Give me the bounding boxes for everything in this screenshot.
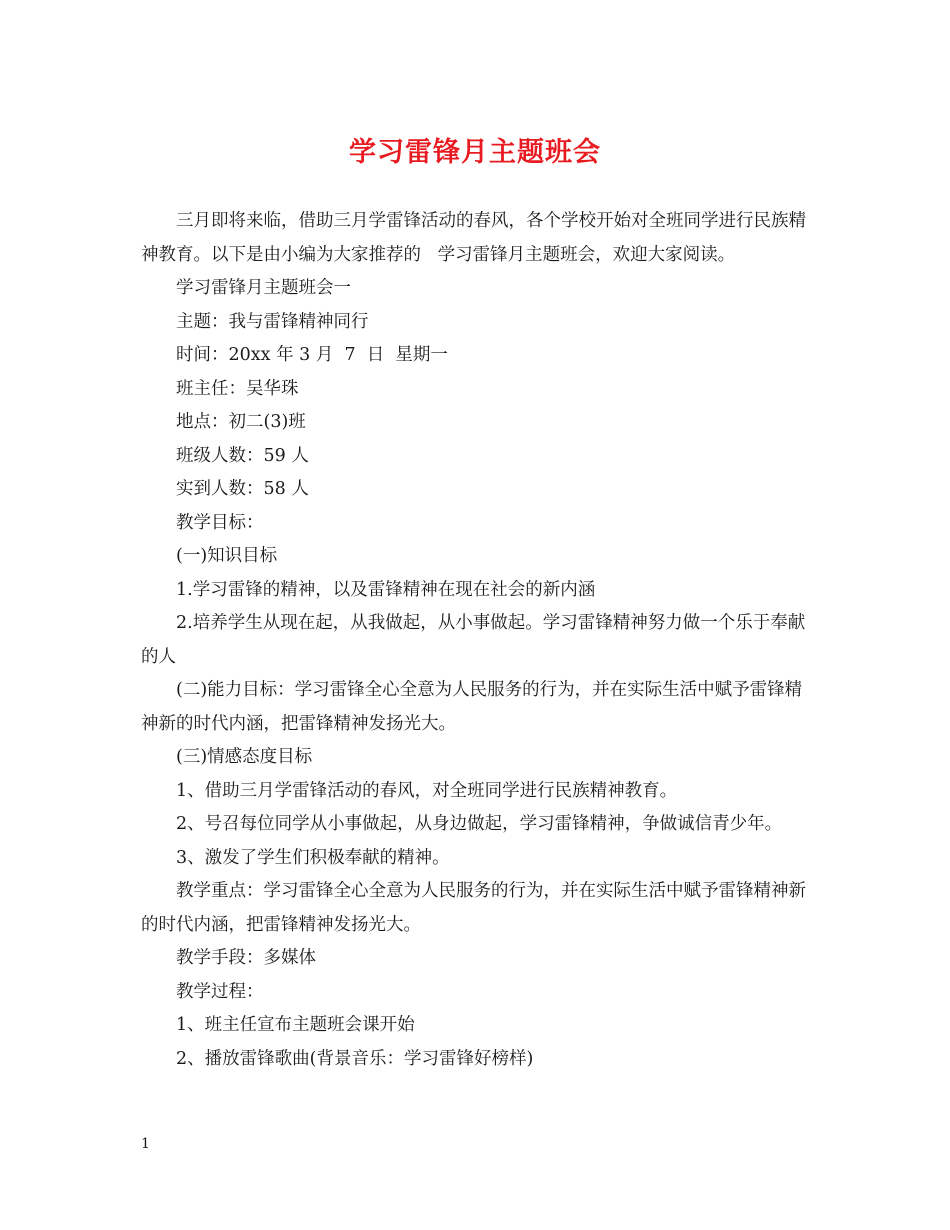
emotion-objective-heading: (三)情感态度目标 <box>176 747 313 767</box>
knowledge-objective-2: 2.培养学生从现在起，从我做起，从小事做起。学习雷锋精神努力做一个乐于奉献的人 <box>141 613 806 667</box>
knowledge-objective-heading: (一)知识目标 <box>176 546 278 566</box>
process-step-1: 1、班主任宣布主题班会课开始 <box>176 1015 415 1035</box>
document-body <box>141 205 811 1076</box>
teaching-focus: 教学重点：学习雷锋全心全意为人民服务的行为，并在实际生活中赋予雷锋精神新的时代内涵，把雷锋精神发扬光大。 <box>141 881 806 935</box>
process-step-2: 2、播放雷锋歌曲(背景音乐：学习雷锋好榜样) <box>176 1048 534 1069</box>
attendance-line: 实到人数：58 人 <box>176 479 309 499</box>
document-title: 学习雷锋月主题班会 <box>349 137 601 168</box>
knowledge-objective-1: 1.学习雷锋的精神，以及雷锋精神在现在社会的新内涵 <box>176 579 596 600</box>
emotion-objective-1: 1、借助三月学雷锋活动的春风，对全班同学进行民族精神教育。 <box>176 780 678 801</box>
emotion-objective-2: 2、号召每位同学从小事做起，从身边做起，学习雷锋精神，争做诚信青少年。 <box>176 814 783 834</box>
teaching-means: 教学手段：多媒体 <box>176 948 316 968</box>
intro-paragraph: 三月即将来临，借助三月学雷锋活动的春风，各个学校开始对全班同学进行民族精神教育。以下是由小编为大家推荐的 学习雷锋月主题班会，欢迎大家阅读。 <box>141 211 806 265</box>
time-line: 时间：20xx 年 3 月 7 日 星期一 <box>176 345 448 365</box>
location-line: 地点：初二(3)班 <box>176 412 306 432</box>
page-number: 1 <box>141 1136 150 1152</box>
class-size-line: 班级人数：59 人 <box>176 445 309 466</box>
section-heading: 学习雷锋月主题班会一 <box>176 278 351 298</box>
teacher-line: 班主任：吴华珠 <box>176 378 299 399</box>
ability-objective: (二)能力目标：学习雷锋全心全意为人民服务的行为，并在实际生活中赋予雷锋精神新的时代内涵，把雷锋精神发扬光大。 <box>141 680 803 734</box>
theme-line: 主题：我与雷锋精神同行 <box>176 311 369 332</box>
emotion-objective-3: 3、激发了学生们积极奉献的精神。 <box>176 847 450 868</box>
teaching-process-heading: 教学过程： <box>176 981 264 1002</box>
objectives-heading: 教学目标： <box>176 512 264 533</box>
